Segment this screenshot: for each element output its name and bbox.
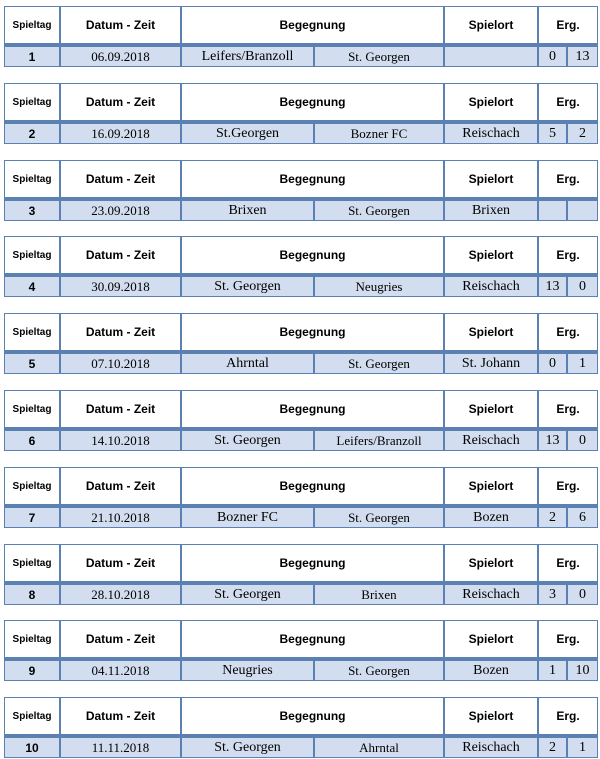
header-row <box>4 544 598 582</box>
header-ergebnis: Erg. <box>538 6 598 44</box>
away-team: Neugries <box>314 274 444 297</box>
away-score <box>567 198 598 221</box>
spieltag-number: 8 <box>4 582 60 605</box>
venue: St. Johann <box>444 351 538 374</box>
header-spieltag: Spieltag <box>4 313 60 351</box>
away-score: 10 <box>567 658 598 681</box>
header-spielort: Spielort <box>444 390 538 428</box>
away-score: 0 <box>567 274 598 297</box>
header-row <box>4 390 598 428</box>
header-ergebnis: Erg. <box>538 236 598 274</box>
home-team: Leifers/Branzoll <box>181 44 314 67</box>
header-row <box>4 620 598 658</box>
header-spieltag: Spieltag <box>4 160 60 198</box>
header-ergebnis: Erg. <box>538 83 598 121</box>
spieltag-number: 5 <box>4 351 60 374</box>
header-datum-zeit: Datum - Zeit <box>60 697 181 735</box>
away-score: 13 <box>567 44 598 67</box>
header-datum-zeit: Datum - Zeit <box>60 313 181 351</box>
game-date: 07.10.2018 <box>60 351 181 374</box>
home-team: Brixen <box>181 198 314 221</box>
game-row <box>4 121 598 144</box>
header-datum-zeit: Datum - Zeit <box>60 83 181 121</box>
home-score: 0 <box>538 44 567 67</box>
header-row <box>4 83 598 121</box>
header-begegnung: Begegnung <box>181 6 444 44</box>
home-team: Ahrntal <box>181 351 314 374</box>
header-ergebnis: Erg. <box>538 620 598 658</box>
spieltag-number: 9 <box>4 658 60 681</box>
venue: Reischach <box>444 121 538 144</box>
header-begegnung: Begegnung <box>181 390 444 428</box>
header-begegnung: Begegnung <box>181 697 444 735</box>
game-row <box>4 658 598 681</box>
venue: Reischach <box>444 582 538 605</box>
away-team: Ahrntal <box>314 735 444 758</box>
header-ergebnis: Erg. <box>538 467 598 505</box>
game-date: 14.10.2018 <box>60 428 181 451</box>
spieltag-number: 1 <box>4 44 60 67</box>
header-begegnung: Begegnung <box>181 544 444 582</box>
away-team: St. Georgen <box>314 351 444 374</box>
header-spielort: Spielort <box>444 697 538 735</box>
header-row <box>4 236 598 274</box>
home-score: 0 <box>538 351 567 374</box>
venue: Reischach <box>444 735 538 758</box>
game-date: 21.10.2018 <box>60 505 181 528</box>
spieltag-number: 3 <box>4 198 60 221</box>
header-begegnung: Begegnung <box>181 467 444 505</box>
home-score: 2 <box>538 505 567 528</box>
header-begegnung: Begegnung <box>181 620 444 658</box>
header-ergebnis: Erg. <box>538 160 598 198</box>
header-datum-zeit: Datum - Zeit <box>60 6 181 44</box>
home-team: St.Georgen <box>181 121 314 144</box>
game-row <box>4 735 598 758</box>
header-ergebnis: Erg. <box>538 697 598 735</box>
home-team: St. Georgen <box>181 582 314 605</box>
game-date: 23.09.2018 <box>60 198 181 221</box>
away-team: St. Georgen <box>314 658 444 681</box>
game-row <box>4 505 598 528</box>
game-date: 28.10.2018 <box>60 582 181 605</box>
game-date: 16.09.2018 <box>60 121 181 144</box>
header-spielort: Spielort <box>444 467 538 505</box>
game-date: 11.11.2018 <box>60 735 181 758</box>
header-row <box>4 697 598 735</box>
header-spieltag: Spieltag <box>4 620 60 658</box>
game-row <box>4 274 598 297</box>
home-team: St. Georgen <box>181 735 314 758</box>
header-datum-zeit: Datum - Zeit <box>60 160 181 198</box>
header-spieltag: Spieltag <box>4 544 60 582</box>
header-begegnung: Begegnung <box>181 313 444 351</box>
home-score: 5 <box>538 121 567 144</box>
venue: Bozen <box>444 505 538 528</box>
header-spieltag: Spieltag <box>4 390 60 428</box>
away-team: St. Georgen <box>314 505 444 528</box>
header-spielort: Spielort <box>444 313 538 351</box>
away-team: St. Georgen <box>314 44 444 67</box>
header-begegnung: Begegnung <box>181 83 444 121</box>
header-datum-zeit: Datum - Zeit <box>60 390 181 428</box>
away-score: 1 <box>567 735 598 758</box>
home-score: 3 <box>538 582 567 605</box>
away-score: 0 <box>567 582 598 605</box>
header-begegnung: Begegnung <box>181 236 444 274</box>
away-team: St. Georgen <box>314 198 444 221</box>
home-team: St. Georgen <box>181 274 314 297</box>
venue <box>444 44 538 67</box>
home-team: Bozner FC <box>181 505 314 528</box>
spieltag-number: 4 <box>4 274 60 297</box>
header-spieltag: Spieltag <box>4 83 60 121</box>
away-team: Bozner FC <box>314 121 444 144</box>
game-row <box>4 198 598 221</box>
header-spieltag: Spieltag <box>4 6 60 44</box>
header-ergebnis: Erg. <box>538 390 598 428</box>
spieltag-number: 7 <box>4 505 60 528</box>
header-spielort: Spielort <box>444 620 538 658</box>
game-row <box>4 582 598 605</box>
venue: Reischach <box>444 274 538 297</box>
header-row <box>4 160 598 198</box>
header-spielort: Spielort <box>444 160 538 198</box>
spieltag-number: 6 <box>4 428 60 451</box>
header-datum-zeit: Datum - Zeit <box>60 236 181 274</box>
game-date: 06.09.2018 <box>60 44 181 67</box>
game-row <box>4 428 598 451</box>
away-score: 1 <box>567 351 598 374</box>
header-begegnung: Begegnung <box>181 160 444 198</box>
header-ergebnis: Erg. <box>538 544 598 582</box>
home-score: 13 <box>538 274 567 297</box>
away-team: Leifers/Branzoll <box>314 428 444 451</box>
spieltag-number: 2 <box>4 121 60 144</box>
venue: Brixen <box>444 198 538 221</box>
header-spieltag: Spieltag <box>4 236 60 274</box>
home-team: St. Georgen <box>181 428 314 451</box>
header-row <box>4 467 598 505</box>
home-score: 1 <box>538 658 567 681</box>
away-team: Brixen <box>314 582 444 605</box>
home-score <box>538 198 567 221</box>
header-datum-zeit: Datum - Zeit <box>60 544 181 582</box>
header-datum-zeit: Datum - Zeit <box>60 467 181 505</box>
header-ergebnis: Erg. <box>538 313 598 351</box>
header-spielort: Spielort <box>444 83 538 121</box>
header-row <box>4 6 598 44</box>
away-score: 0 <box>567 428 598 451</box>
game-date: 30.09.2018 <box>60 274 181 297</box>
away-score: 6 <box>567 505 598 528</box>
home-score: 2 <box>538 735 567 758</box>
spieltag-number: 10 <box>4 735 60 758</box>
home-score: 13 <box>538 428 567 451</box>
header-spieltag: Spieltag <box>4 467 60 505</box>
header-row <box>4 313 598 351</box>
header-spielort: Spielort <box>444 544 538 582</box>
header-datum-zeit: Datum - Zeit <box>60 620 181 658</box>
header-spieltag: Spieltag <box>4 697 60 735</box>
game-row <box>4 44 598 67</box>
game-date: 04.11.2018 <box>60 658 181 681</box>
venue: Bozen <box>444 658 538 681</box>
header-spielort: Spielort <box>444 236 538 274</box>
header-spielort: Spielort <box>444 6 538 44</box>
home-team: Neugries <box>181 658 314 681</box>
away-score: 2 <box>567 121 598 144</box>
game-row <box>4 351 598 374</box>
venue: Reischach <box>444 428 538 451</box>
